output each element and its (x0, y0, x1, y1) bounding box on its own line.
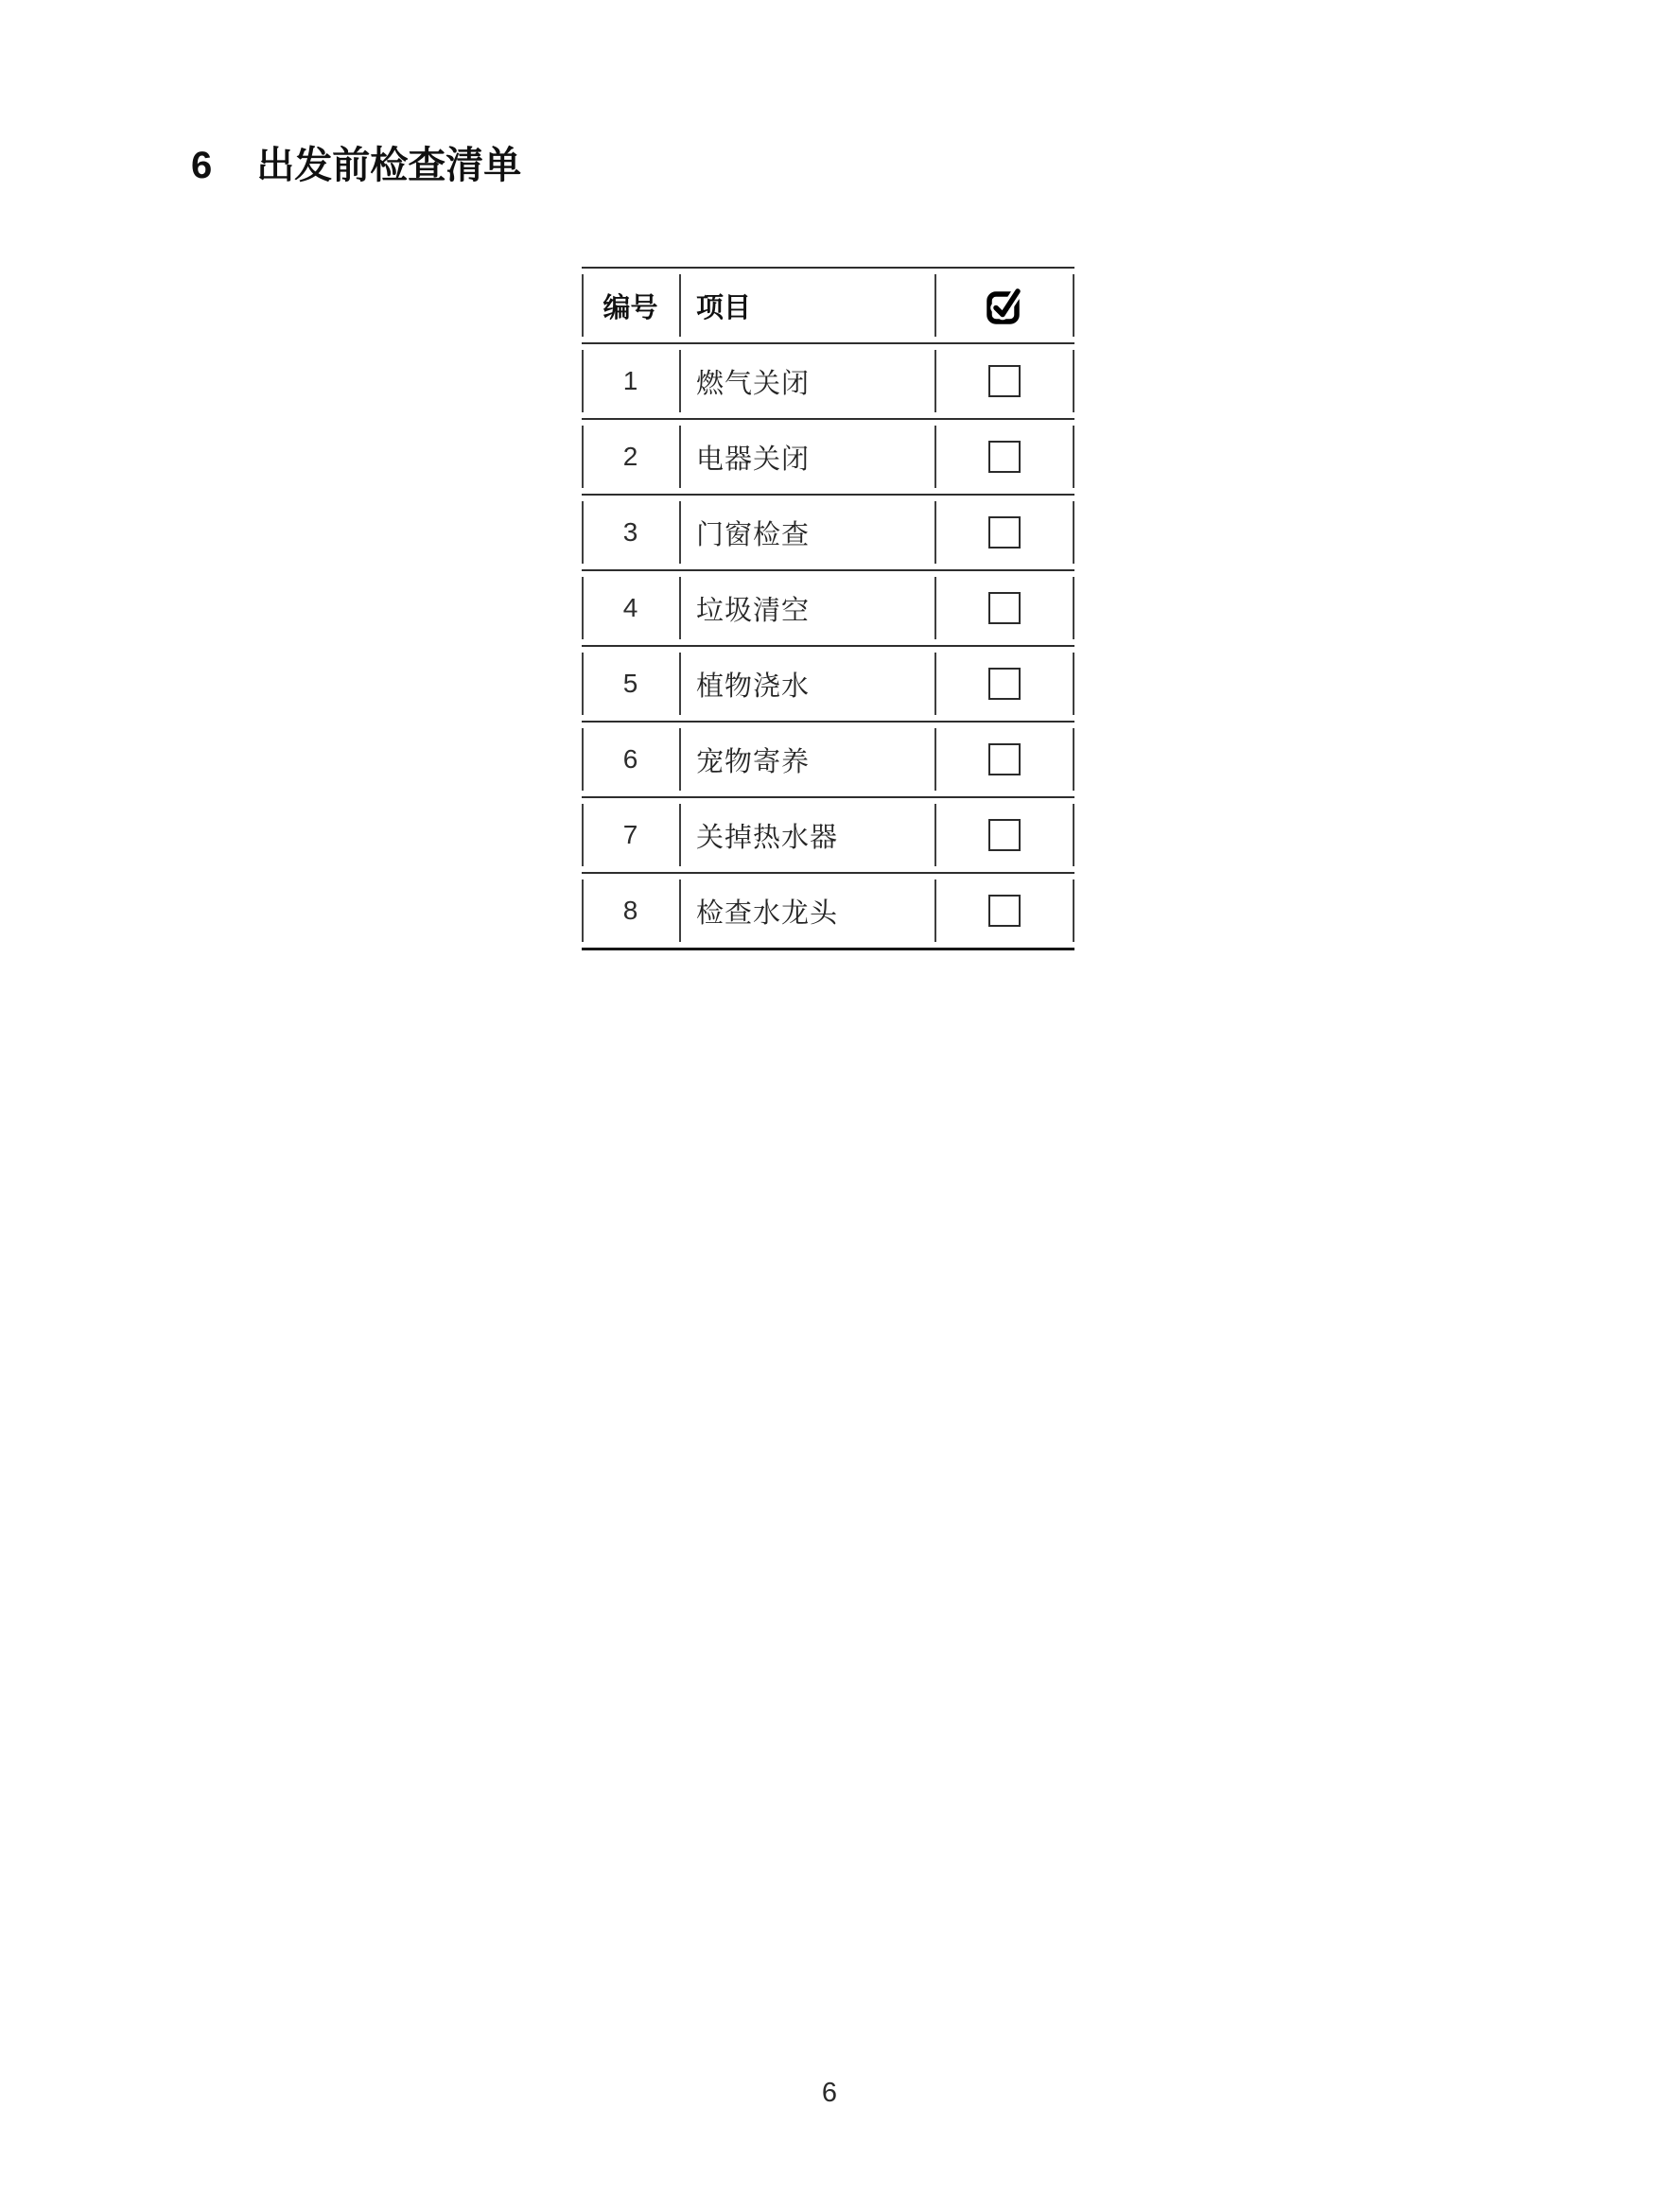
row-number: 2 (622, 442, 638, 471)
row-number: 7 (622, 820, 638, 849)
header-item-cell (679, 269, 934, 342)
page-number: 6 (821, 2078, 838, 2108)
row-number-cell (582, 723, 679, 796)
row-item-label: 关掉热水器 (696, 822, 839, 853)
table-row (582, 344, 1074, 418)
row-number: 5 (622, 669, 638, 698)
row-item-label: 宠物寄养 (696, 746, 811, 777)
row-item-cell (679, 571, 934, 645)
row-number: 4 (622, 593, 638, 622)
row-item-label: 燃气关闭 (696, 368, 811, 399)
row-check-cell (934, 723, 1074, 796)
row-number: 3 (622, 517, 638, 547)
checkbox[interactable] (988, 441, 1021, 473)
row-item-label: 检查水龙头 (696, 897, 839, 929)
row-item-cell (679, 344, 934, 418)
row-check-cell (934, 344, 1074, 418)
row-number-cell (582, 571, 679, 645)
row-item-label: 植物浇水 (696, 671, 811, 702)
table-row (582, 571, 1074, 645)
checklist-table (582, 267, 1074, 950)
row-number-cell (582, 874, 679, 948)
checkbox-checked-icon (985, 284, 1024, 327)
row-item-cell (679, 496, 934, 569)
checkbox[interactable] (988, 365, 1021, 397)
row-number: 6 (622, 744, 638, 774)
header-number-cell (582, 269, 679, 342)
header-check-cell (934, 269, 1074, 342)
header-item-label: 项目 (696, 292, 752, 323)
row-number-cell (582, 647, 679, 721)
row-item-cell (679, 798, 934, 872)
row-item-cell (679, 874, 934, 948)
row-number: 1 (622, 366, 638, 395)
row-check-cell (934, 798, 1074, 872)
row-item-label: 垃圾清空 (696, 595, 811, 626)
row-check-cell (934, 874, 1074, 948)
table-row (582, 874, 1074, 948)
row-number-cell (582, 798, 679, 872)
checkbox[interactable] (988, 895, 1021, 927)
row-number-cell (582, 420, 679, 494)
table-bottom-rule (582, 948, 1074, 950)
checkbox[interactable] (988, 819, 1021, 851)
row-item-cell (679, 647, 934, 721)
row-item-cell (679, 420, 934, 494)
table-row (582, 647, 1074, 721)
row-item-cell (679, 723, 934, 796)
table-row (582, 496, 1074, 569)
checkbox[interactable] (988, 592, 1021, 624)
table-row (582, 420, 1074, 494)
header-number-label: 编号 (602, 292, 658, 323)
page-title: 出发前检查清单 (256, 145, 522, 186)
row-check-cell (934, 496, 1074, 569)
row-number: 8 (622, 896, 638, 925)
table-row (582, 723, 1074, 796)
checkbox[interactable] (988, 743, 1021, 775)
row-check-cell (934, 571, 1074, 645)
table-header-row (582, 269, 1074, 342)
row-number-cell (582, 496, 679, 569)
section-number: 6 (191, 145, 213, 186)
section-heading (191, 145, 521, 186)
checkbox[interactable] (988, 516, 1021, 549)
row-item-label: 门窗检查 (696, 519, 811, 550)
row-check-cell (934, 647, 1074, 721)
row-number-cell (582, 344, 679, 418)
row-item-label: 电器关闭 (696, 444, 811, 475)
table-row (582, 798, 1074, 872)
row-check-cell (934, 420, 1074, 494)
checkbox[interactable] (988, 668, 1021, 700)
